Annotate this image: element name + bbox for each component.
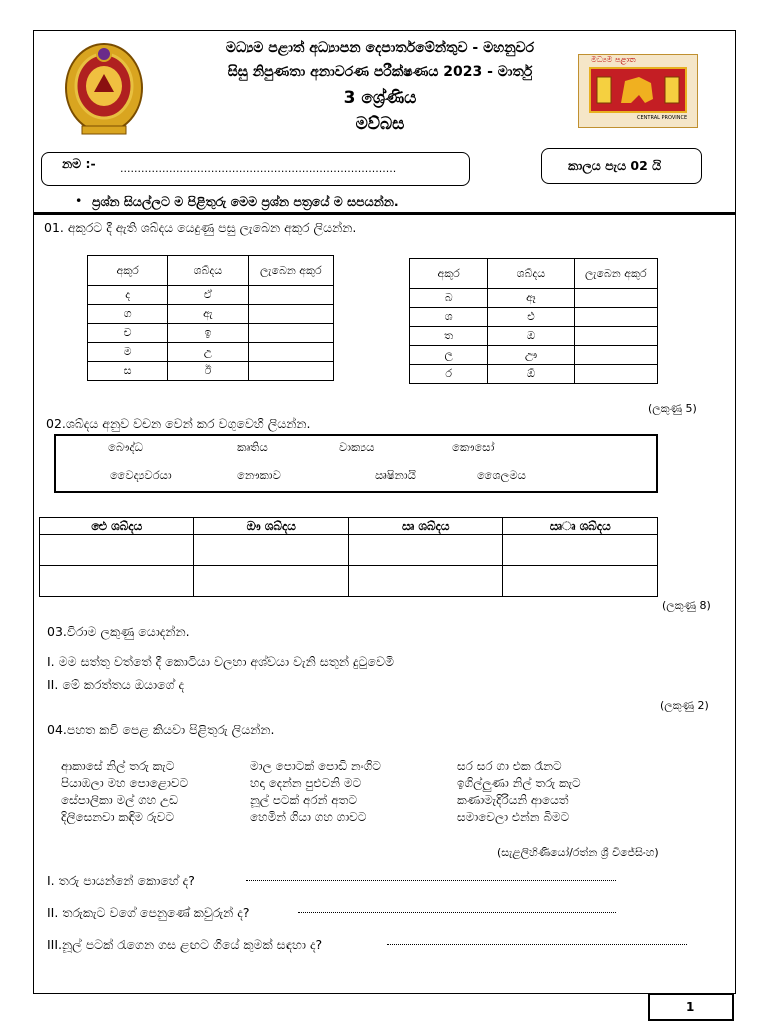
poem-line: හෙමින් ගියා ගහ ගාවට — [250, 810, 367, 824]
word-item: වාක්‍යය — [339, 440, 375, 454]
answer-cell[interactable] — [248, 324, 333, 343]
answer-cell[interactable] — [348, 566, 503, 597]
answer-cell[interactable] — [503, 535, 658, 566]
sri-lanka-emblem-icon — [60, 40, 148, 140]
flag-caption: මධ්‍යම පළාත — [591, 55, 636, 64]
poem-line: කණාමැදිරියනි ආයෙත් — [457, 793, 569, 807]
name-label: නම :- — [62, 156, 96, 171]
word-item: කෘතිය — [237, 440, 268, 454]
word-item: බෞද්ධ — [108, 440, 143, 454]
sound-cell: ඔ — [488, 327, 574, 346]
answer-line-1[interactable] — [246, 880, 616, 881]
sound-cell: උ — [168, 343, 248, 362]
sound-cell: ඒ — [168, 286, 248, 305]
letter-cell: ත — [410, 327, 488, 346]
answer-cell[interactable] — [574, 327, 657, 346]
answer-cell[interactable] — [574, 346, 657, 365]
q1-right-table — [409, 258, 658, 384]
answer-cell[interactable] — [574, 365, 657, 384]
q3-question: 03.විරාම ලකුණු යොදන්න. — [47, 624, 190, 639]
header-cell: ඖ ශබ්දය — [194, 518, 349, 535]
flag-field — [589, 67, 687, 113]
q4-sub-question-2: II. තරුකැට වගේ පෙනුණේ කවුරුන් ද? — [47, 905, 250, 920]
answer-line-3[interactable] — [387, 944, 687, 945]
answer-cell[interactable] — [574, 308, 657, 327]
letter-cell: ච — [88, 324, 168, 343]
word-item: ශෛලමය — [477, 468, 526, 482]
word-item: ඍෂිනායි — [375, 468, 416, 482]
poem-line: සේපාලිකා මල් ගහ උඩ — [61, 793, 179, 807]
letter-cell: ග — [88, 305, 168, 324]
poem-line: නූල් පටක් අරන් අතට — [250, 793, 357, 807]
letter-cell: ර — [410, 365, 488, 384]
poem-line: පියාඹලා මහ පොළොවට — [61, 776, 189, 790]
q3-sentence-2: II. මේ කරත්තය ඔයාගේ ද — [47, 677, 185, 692]
poem-line: සර සර ගා එක රෑනට — [457, 759, 562, 773]
header-cell: ශබ්දය — [488, 259, 574, 289]
q4-sub-question-1: I. තරු පායන්නේ කොහේ ද? — [47, 873, 195, 888]
header-cell: ලැබෙන අකුර — [574, 259, 657, 289]
bullet-icon: • — [75, 193, 83, 208]
header-line-2: සිසු නිපුණතා අනාවරණ පරීක්ෂණය 2023 - මාර්තු — [227, 64, 533, 80]
header-line-1: මධ්‍යම පළාත් අධ්‍යාපන දෙපාර්තමේන්තුව - මහනුවර — [225, 40, 535, 56]
letter-cell: ම — [88, 343, 168, 362]
poem-line: මාල පොටක් පොඩි නංගිට — [250, 759, 381, 773]
word-item: නෞකාව — [237, 468, 281, 482]
answer-cell[interactable] — [248, 286, 333, 305]
poem-line: දිලිසෙනවා කඳිම රුවට — [61, 810, 175, 824]
answer-cell[interactable] — [194, 535, 349, 566]
header-cell: ඓ ශබ්දය — [40, 518, 194, 535]
header-cell: ලැබෙන අකුර — [248, 256, 333, 286]
q4-sub-question-3: III.නූල් පටක් රැගෙන ගස ළඟට ගියේ කුමක් සඳහා ද? — [47, 937, 323, 952]
poem-line: සමාවෙලා එන්න බිමට — [457, 810, 570, 824]
answer-cell[interactable] — [40, 535, 194, 566]
q2-marks: (ලකුණු 8) — [662, 599, 711, 612]
q3-marks: (ලකුණු 2) — [660, 699, 709, 712]
answer-cell[interactable] — [503, 566, 658, 597]
header-cell: ඍ ශබ්දය — [348, 518, 503, 535]
sound-cell: එ — [488, 308, 574, 327]
letter-cell: ශ — [410, 308, 488, 327]
answer-cell[interactable] — [348, 535, 503, 566]
header-line-4: මව්බස — [355, 114, 405, 134]
word-item: වෛද්‍යවරයා — [110, 468, 172, 482]
poem-line: ඉගිල්ලුණා නිල් තරු කැට — [457, 776, 581, 790]
header-line-3: 3 ශ්‍රේණිය — [343, 88, 417, 108]
sound-cell: ඌ — [488, 346, 574, 365]
poem-line: ආකාසේ නිල් තරු කැට — [61, 759, 175, 773]
name-field[interactable]: ............................................................................... — [120, 162, 397, 175]
letter-cell: ද — [88, 286, 168, 305]
word-item: කෞසෝ — [452, 440, 495, 454]
sound-cell: ඉ — [168, 324, 248, 343]
page-number: 1 — [686, 1000, 695, 1014]
answer-cell[interactable] — [40, 566, 194, 597]
letter-cell: බ — [410, 289, 488, 308]
q1-marks: (ලකුණු 5) — [648, 402, 697, 415]
poem-line: හදා දෙන්න පුළුවනි මට — [250, 776, 362, 790]
flag-caption-english: CENTRAL PROVINCE — [637, 115, 688, 121]
sound-cell: ඇ — [168, 305, 248, 324]
header-cell: ඍෘ ශබ්දය — [503, 518, 658, 535]
header-divider — [33, 212, 736, 215]
letter-cell: ල — [410, 346, 488, 365]
central-province-flag — [578, 54, 698, 128]
poem-credit: (සැළලිහිණියෝ/රත්න ශ්‍රී විජේසිංහ) — [497, 846, 659, 859]
answer-cell[interactable] — [574, 289, 657, 308]
header-cell: අකුර — [410, 259, 488, 289]
header-cell: ශබ්දය — [168, 256, 248, 286]
lion-icon — [591, 69, 685, 111]
header-cell: අකුර — [88, 256, 168, 286]
answer-cell[interactable] — [194, 566, 349, 597]
q1-question: 01. අකුරට දී ඇති ශබ්දය යෙදුණු පසු ලැබෙන අකුර ලියන්න. — [44, 220, 357, 235]
answer-line-2[interactable] — [298, 912, 616, 913]
time-label: කාලය පැය 02 යි — [568, 158, 662, 173]
q2-question: 02.ශබ්දය අනුව වචන වෙන් කර වගුවෙහි ලියන්න. — [46, 416, 311, 431]
sound-cell: ඕ — [488, 365, 574, 384]
q2-answer-table — [39, 517, 658, 597]
instruction-text: ප්‍රශ්න සියල්ලට ම පිළිතුරු මෙම ප්‍රශ්න පත්‍රයේ ම සපයන්න. — [92, 194, 399, 209]
answer-cell[interactable] — [248, 305, 333, 324]
letter-cell: ස — [88, 362, 168, 381]
q3-sentence-1: I. මම සත්තු වත්තේ දී කොටියා වලහා අශ්වයා වැනි සතුන් දුටුවෙමි — [47, 654, 395, 669]
sound-cell: ඈ — [488, 289, 574, 308]
answer-cell[interactable] — [248, 343, 333, 362]
sound-cell: ඊ — [168, 362, 248, 381]
q1-left-table — [87, 255, 334, 381]
answer-cell[interactable] — [248, 362, 333, 381]
q4-question: 04.පහත කවි පෙළ කියවා පිළිතුරු ලියන්න. — [47, 722, 275, 737]
